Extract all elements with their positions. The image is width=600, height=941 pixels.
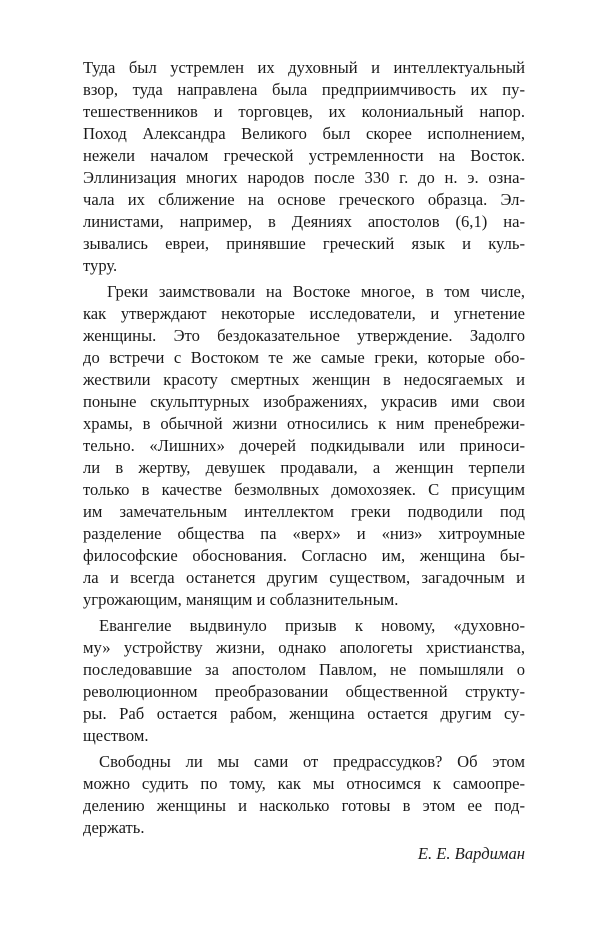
text-line: разделение общества па «верх» и «низ» хитроумные bbox=[83, 524, 525, 543]
text-line: тешественников и торговцев, их колониальный напор. bbox=[83, 102, 525, 121]
paragraph-3 bbox=[83, 615, 525, 747]
text-line: ществом. bbox=[83, 726, 149, 745]
text-line: ли в жертву, девушек продавали, а женщин терпели bbox=[83, 458, 525, 477]
paragraph-2 bbox=[83, 281, 525, 611]
text-line: ры. Раб остается рабом, женщина остается другим су- bbox=[83, 704, 525, 723]
text-line: как утверждают некоторые исследователи, и угнетение bbox=[83, 304, 525, 323]
text-line: храмы, в обычной жизни относились к ним пренебрежи- bbox=[83, 414, 525, 433]
document-page bbox=[83, 57, 525, 865]
text-line: только в качестве безмолвных домохозяек. С присущим bbox=[83, 480, 525, 499]
text-line: Туда был устремлен их духовный и интеллектуальный bbox=[83, 58, 525, 77]
text-line: им замечательным интеллектом греки подводили под bbox=[83, 502, 525, 521]
text-line: Эллинизация многих народов после 330 г. до н. э. озна- bbox=[83, 168, 525, 187]
text-line: Поход Александра Великого был скорее исполнением, bbox=[83, 124, 525, 143]
text-line: можно судить по тому, как мы относимся к самоопре- bbox=[83, 774, 525, 793]
text-line: Свободны ли мы сами от предрассудков? Об этом bbox=[99, 752, 525, 771]
text-line: ла и всегда останется другим существом, загадочным и bbox=[83, 568, 525, 587]
text-line: Греки заимствовали на Востоке многое, в том числе, bbox=[107, 282, 525, 301]
text-line: философские обоснования. Согласно им, женщина бы- bbox=[83, 546, 525, 565]
text-line: последовавшие за апостолом Павлом, не помышляли о bbox=[83, 660, 525, 679]
author-signature: Е. Е. Вардиман bbox=[417, 844, 525, 863]
text-line: Евангелие выдвинуло призыв к новому, «духовно- bbox=[99, 616, 525, 635]
text-line: до встречи с Востоком те же самые греки, которые обо- bbox=[83, 348, 525, 367]
text-line: делению женщины и насколько готовы в этом ее под- bbox=[83, 796, 525, 815]
text-line: поныне скульптурных изображениях, украсив ими свои bbox=[83, 392, 525, 411]
text-line: революционном преобразовании общественной структу- bbox=[83, 682, 525, 701]
text-line: женщины. Это бездоказательное утверждение. Задолго bbox=[83, 326, 525, 345]
text-line: держать. bbox=[83, 818, 145, 837]
text-line: взор, туда направлена была предприимчивость их пу- bbox=[83, 80, 525, 99]
text-line: жествили красоту смертных женщин в недосягаемых и bbox=[83, 370, 525, 389]
text-line: тельно. «Лишних» дочерей подкидывали или приноси- bbox=[83, 436, 525, 455]
paragraph-4 bbox=[83, 751, 525, 839]
text-line: чала их сближение на основе греческого образца. Эл- bbox=[83, 190, 525, 209]
paragraph-1 bbox=[83, 57, 525, 277]
text-line: нежели началом греческой устремленности на Восток. bbox=[83, 146, 525, 165]
text-line: линистами, например, в Деяниях апостолов (6,1) на- bbox=[83, 212, 525, 231]
text-line: угрожающим, манящим и соблазнительным. bbox=[83, 590, 399, 609]
text-line: зывались евреи, принявшие греческий язык и куль- bbox=[83, 234, 525, 253]
text-line: туру. bbox=[83, 256, 118, 275]
text-line: му» устройству жизни, однако апологеты христианства, bbox=[83, 638, 525, 657]
